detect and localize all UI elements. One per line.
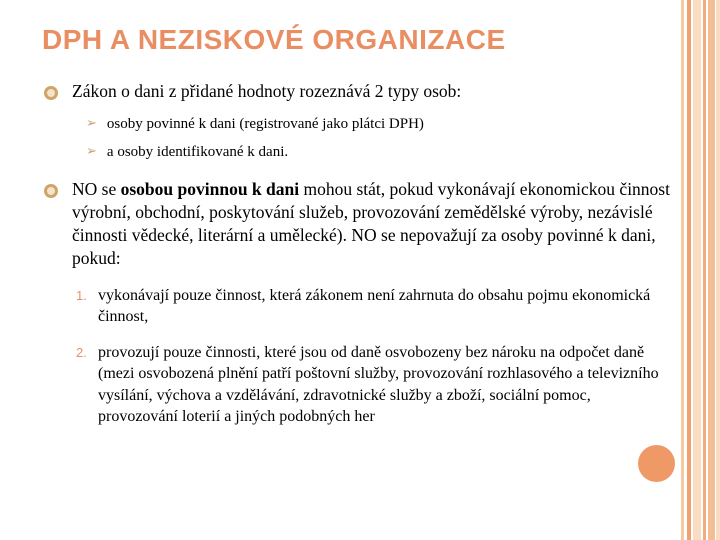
sub-bullet-item-1-text: osoby povinné k dani (registrované jako plátci DPH) bbox=[106, 115, 424, 132]
circle-decoration bbox=[638, 445, 675, 482]
bullet-item-2-text bbox=[72, 178, 670, 270]
numbered-item-2-number: 2. bbox=[76, 344, 87, 360]
numbered-item-1-text: vykonávají pouze činnost, která zákonem není zahrnuta do obsahu pojmu ekonomická činnost, bbox=[98, 286, 651, 326]
bullet-item-2-text-post: mohou stát, pokud vykonávají ekonomickou činnost výrobní, obchodní, poskytování služeb, provozování zemědělské výroby, nezávislé činnosti vědecké, literární a umělecké). NO se nepovažují za osoby povinné k dani, pokud: bbox=[72, 179, 670, 269]
bullet-item-1 bbox=[42, 80, 670, 104]
sub-bullet-item-1 bbox=[86, 114, 670, 134]
bullet-item-2-text-pre: NO se bbox=[72, 179, 121, 200]
circle-bullet-icon bbox=[44, 86, 58, 100]
numbered-item-2 bbox=[76, 342, 670, 428]
sub-bullet-item-2 bbox=[86, 142, 670, 162]
slide-title: DPH A NEZISKOVÉ ORGANIZACE bbox=[42, 24, 506, 55]
sub-bullet-item-2-text: a osoby identifikované k dani. bbox=[106, 143, 289, 160]
numbered-item-1 bbox=[76, 285, 670, 328]
arrow-bullet-icon: ➢ bbox=[86, 143, 97, 159]
arrow-bullet-icon: ➢ bbox=[86, 115, 97, 131]
bullet-item-2-text-bold: osobou povinnou k dani bbox=[120, 179, 300, 200]
numbered-item-1-number: 1. bbox=[76, 287, 87, 303]
bullet-item-2 bbox=[42, 178, 670, 270]
circle-bullet-icon bbox=[44, 184, 58, 198]
numbered-item-2-text: provozují pouze činnosti, které jsou od daně osvobozeny bez nároku na odpočet daně (mezi osvobozená plnění patří poštovní služby, provozování rozhlasového a televizního vysílání, výchova a vzdělávání, zdravotnické služby a zboží, sociální pomoc, provozování loterií a jiných podobných her bbox=[98, 343, 659, 426]
bullet-item-1-text: Zákon o dani z přidané hodnoty rozeznává 2 typy osob: bbox=[72, 81, 462, 101]
